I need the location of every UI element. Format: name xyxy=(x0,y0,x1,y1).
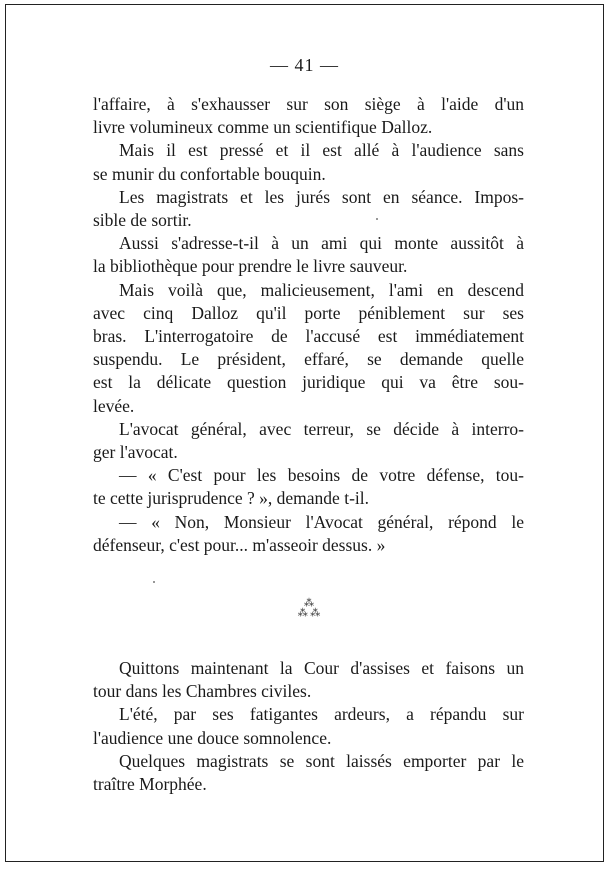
page-number: — 41 — xyxy=(270,55,339,75)
paragraph xyxy=(93,464,524,510)
text-block-top xyxy=(93,93,524,557)
paragraph xyxy=(93,511,524,557)
text-line: Quittons maintenant la Cour d'assises et faisons un xyxy=(119,658,524,678)
text-line: Quelques magistrats se sont laissés emporter par le xyxy=(119,750,524,771)
asterism-ornament xyxy=(294,599,324,619)
paragraph xyxy=(93,657,524,703)
text-line: suspendu. Le président, effaré, se demande quelle xyxy=(93,349,524,370)
paper-speck xyxy=(153,581,155,583)
asterism-top: ⁂ xyxy=(304,598,314,609)
paragraph xyxy=(93,703,524,749)
text-line: Mais voilà que, malicieusement, l'ami en descend xyxy=(119,279,524,300)
text-line: te cette jurisprudence ? », demande t-il. xyxy=(93,488,369,509)
text-line: sible de sortir. xyxy=(93,210,192,231)
book-page xyxy=(5,4,604,862)
paragraph xyxy=(93,750,524,796)
paragraph xyxy=(93,93,524,139)
paragraph xyxy=(93,232,524,278)
text-line: levée. xyxy=(93,395,135,416)
text-line: tour dans les Chambres civiles. xyxy=(93,681,312,702)
text-line: — « C'est pour les besoins de votre défense, tou- xyxy=(119,465,524,486)
text-line: l'affaire, à s'exhausser sur son siège à l'aide d'un xyxy=(93,94,524,114)
text-line: l'audience une douce somnolence. xyxy=(93,727,332,748)
text-line: L'avocat général, avec terreur, se décide à interro- xyxy=(119,418,524,439)
text-line: est la délicate question juridique qui va être sou- xyxy=(93,372,524,393)
text-line: bras. L'interrogatoire de l'accusé est immédiatement xyxy=(93,326,524,347)
asterism-bottom: ⁂ ⁂ xyxy=(297,608,321,619)
text-line: se munir du confortable bouquin. xyxy=(93,163,326,184)
paragraph xyxy=(93,418,524,464)
text-line: la bibliothèque pour prendre le livre sauveur. xyxy=(93,256,408,277)
text-line: traître Morphée. xyxy=(93,774,207,795)
text-line: avec cinq Dalloz qu'il porte péniblement sur ses xyxy=(93,302,524,323)
text-line: défenseur, c'est pour... m'asseoir dessus. » xyxy=(93,534,386,555)
text-block-bottom xyxy=(93,657,524,796)
text-line: ger l'avocat. xyxy=(93,442,178,463)
text-line: Aussi s'adresse-t-il à un ami qui monte aussitôt à xyxy=(119,233,524,254)
text-line: Mais il est pressé et il est allé à l'audience sans xyxy=(119,140,524,161)
paragraph xyxy=(93,186,524,232)
text-line: — « Non, Monsieur l'Avocat général, répond le xyxy=(119,511,524,532)
text-line: L'été, par ses fatigantes ardeurs, a répandu sur xyxy=(119,704,524,725)
text-line: livre volumineux comme un scientifique Dalloz. xyxy=(93,117,433,138)
text-line: Les magistrats et les jurés sont en séance. Impos- xyxy=(119,186,524,207)
paragraph xyxy=(93,139,524,185)
paragraph xyxy=(93,279,524,418)
paper-speck xyxy=(376,218,378,220)
